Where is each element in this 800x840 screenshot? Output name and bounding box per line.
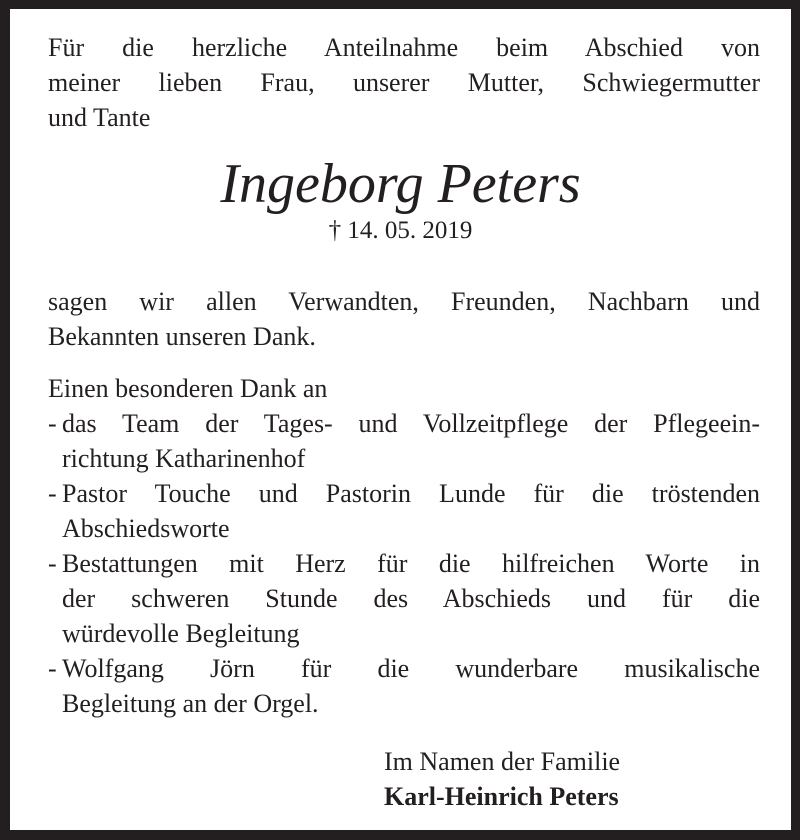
special-heading xyxy=(48,371,760,406)
intro-line: meiner lieben Frau, unserer Mutter, Schwiegermutter xyxy=(48,68,760,97)
signature-intro: Im Namen der Familie xyxy=(384,747,621,776)
death-date: † 14. 05. 2019 xyxy=(328,217,473,244)
thanks-line: sagen wir allen Verwandten, Freunden, Nachbarn und xyxy=(48,287,760,316)
thanks-paragraph xyxy=(48,284,760,354)
deceased-name: Ingeborg Peters xyxy=(220,153,581,215)
dash-bullet: - xyxy=(48,479,57,508)
list-item-line: Pastor Touche und Pastorin Lunde für die tröstenden xyxy=(62,479,760,508)
list-item xyxy=(48,406,760,476)
intro-line: und Tante xyxy=(48,103,151,132)
special-heading-text: Einen besonderen Dank an xyxy=(48,374,328,403)
list-item-line: würdevolle Begleitung xyxy=(62,619,300,648)
list-item-line: das Team der Tages- und Vollzeitpflege der Pflegeein- xyxy=(62,409,760,438)
intro-line: Für die herzliche Anteilnahme beim Abschied von xyxy=(48,33,760,62)
list-item-line: der schweren Stunde des Abschieds und für die xyxy=(62,584,760,613)
list-item xyxy=(48,546,760,651)
thanks-line: Bekannten unseren Dank. xyxy=(48,322,316,351)
list-item-line: richtung Katharinenhof xyxy=(62,444,306,473)
dash-bullet: - xyxy=(48,549,57,578)
list-item-line: Begleitung an der Orgel. xyxy=(62,689,319,718)
list-item-line: Wolfgang Jörn für die wunderbare musikalische xyxy=(62,654,760,683)
list-item-line: Bestattungen mit Herz für die hilfreichen Worte in xyxy=(62,549,760,578)
list-item xyxy=(48,476,760,546)
thanks-list xyxy=(48,406,760,721)
obituary-card xyxy=(10,9,791,830)
list-item xyxy=(48,651,760,721)
signature-name: Karl-Heinrich Peters xyxy=(384,782,619,811)
dash-bullet: - xyxy=(48,409,57,438)
dash-bullet: - xyxy=(48,654,57,683)
list-item-line: Abschiedsworte xyxy=(62,514,230,543)
intro-paragraph xyxy=(48,30,760,135)
